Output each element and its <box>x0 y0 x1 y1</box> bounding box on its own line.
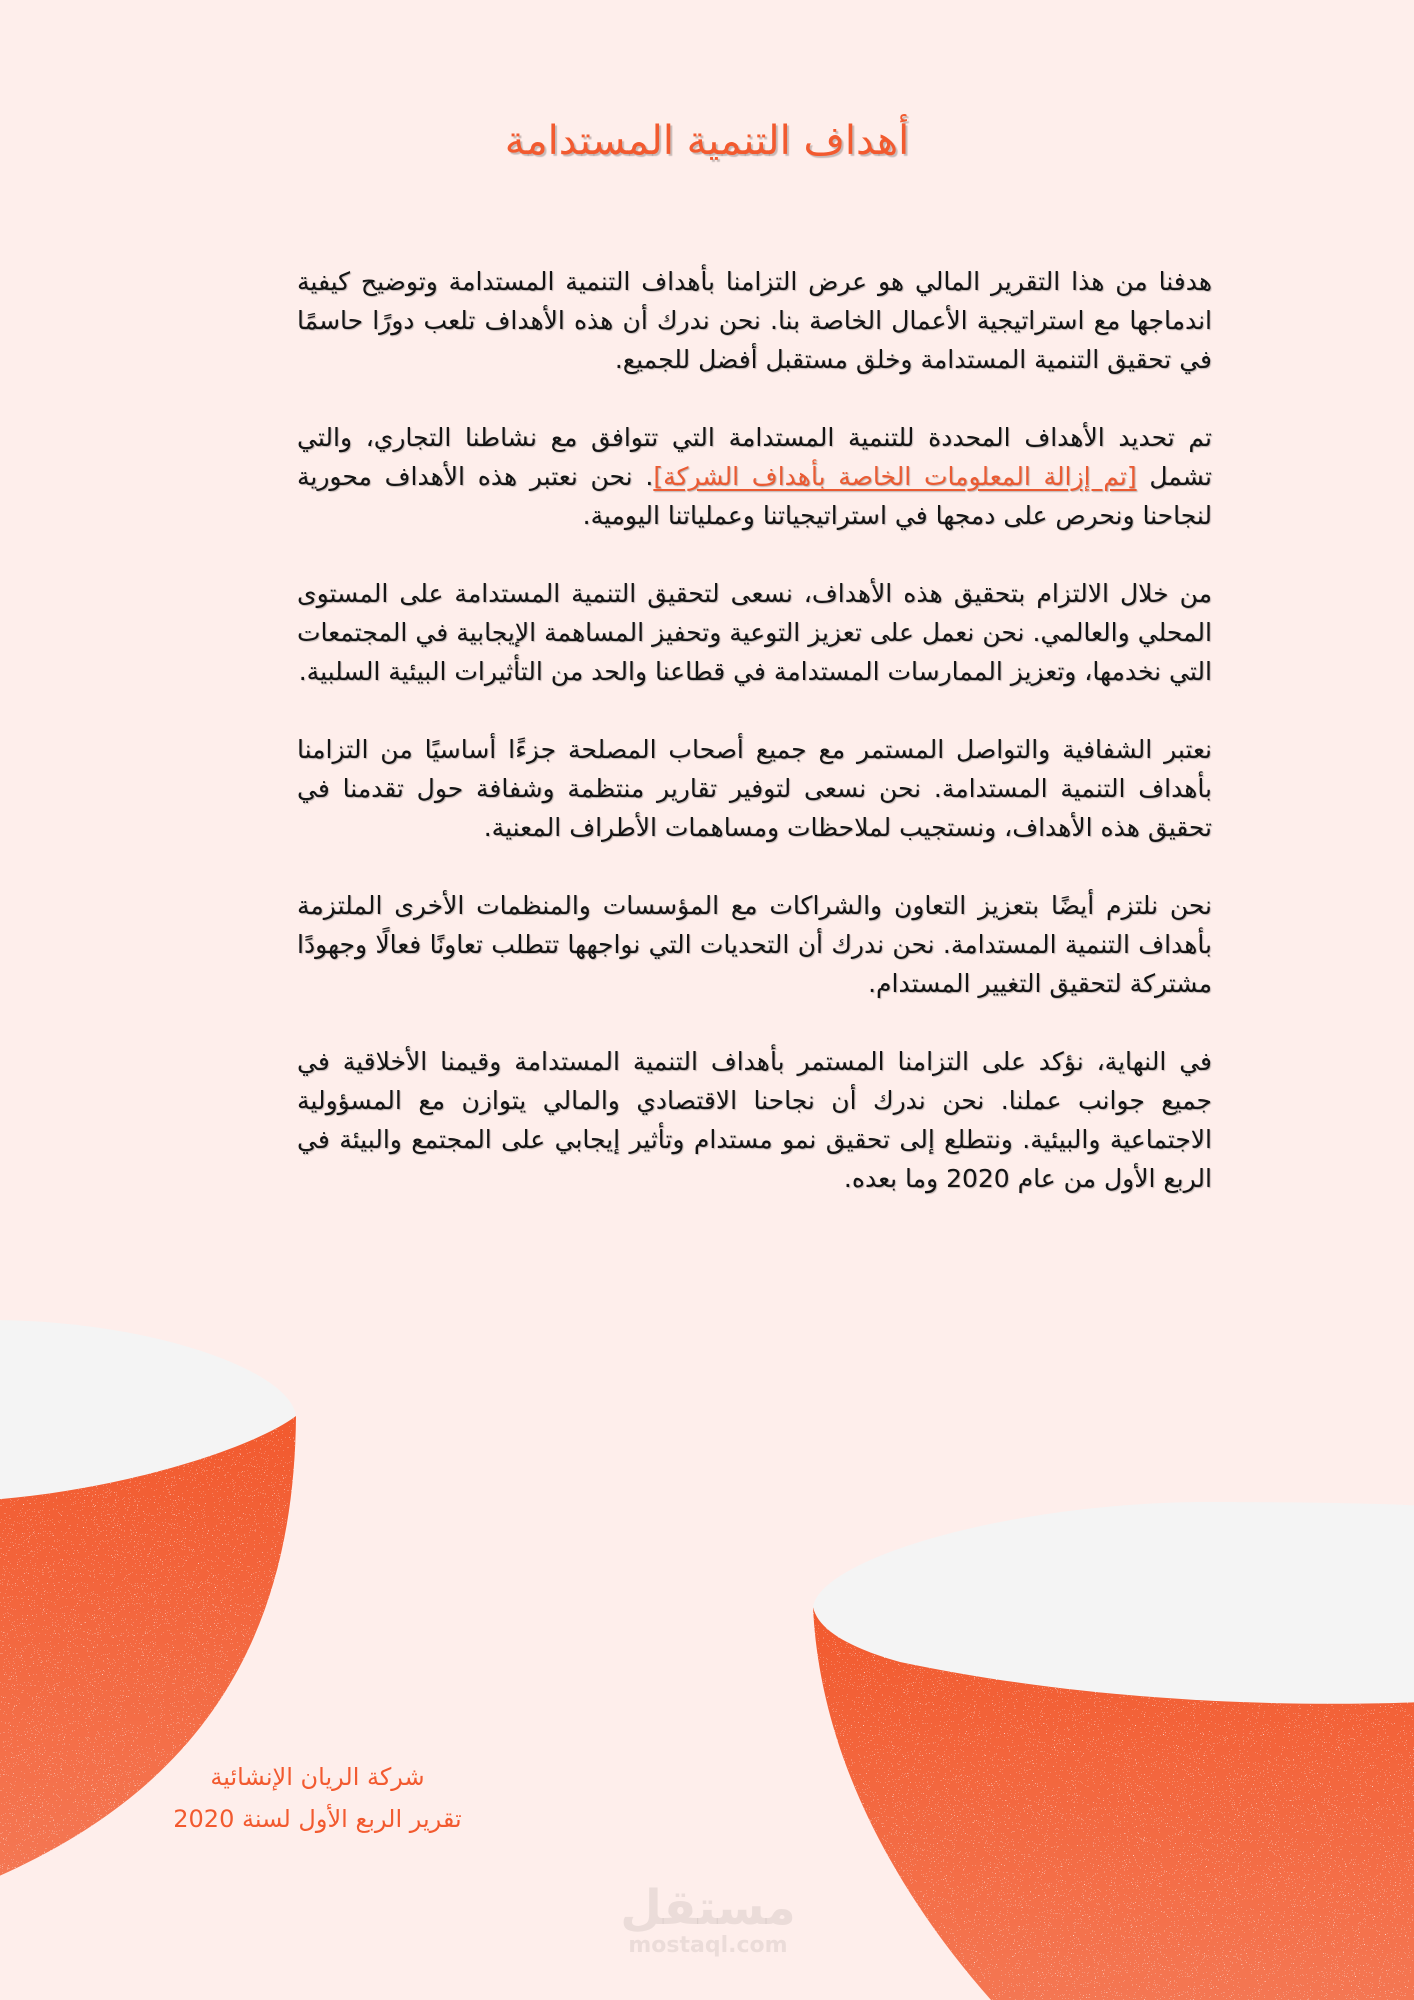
paragraph-goals <box>297 418 1212 535</box>
report-period: تقرير الربع الأول لسنة 2020 <box>173 1805 462 1833</box>
report-body <box>297 262 1212 1237</box>
paragraph-commitment: من خلال الالتزام بتحقيق هذه الأهداف، نسعى لتحقيق التنمية المستدامة على المستوى المحلي والعالمي. نحن نعمل على تعزيز التوعية وتحفيز المساهمة الإيجابية في المجتمعات التي نخدمها، وتعزيز الممارسات المستدامة في قطاعنا والحد من التأثيرات البيئية السلبية. <box>297 579 1212 686</box>
paragraph-transparency: نعتبر الشفافية والتواصل المستمر مع جميع أصحاب المصلحة جزءًا أساسيًا من التزامنا بأهداف التنمية المستدامة. نحن نسعى لتوفير تقارير منتظمة وشفافة حول تقدمنا في تحقيق هذه الأهداف، ونستجيب لملاحظات ومساهمات الأطراف المعنية. <box>297 735 1212 842</box>
watermark-domain: mostaql.com <box>628 1933 788 1958</box>
right-bowl-graphic <box>813 1502 1414 2000</box>
company-name: شركة الريان الإنشائية <box>210 1763 425 1791</box>
paragraph-goals-after: . نحن نعتبر هذه الأهداف محورية لنجاحنا ونحرص على دمجها في استراتيجياتنا وعملياتنا اليومية. <box>297 462 1212 530</box>
page-title: أهداف التنمية المستدامة <box>504 118 910 164</box>
paragraph-intro: هدفنا من هذا التقرير المالي هو عرض التزامنا بأهداف التنمية المستدامة وتوضيح كيفية اندماجها مع استراتيجية الأعمال الخاصة بنا. نحن ندرك أن هذه الأهداف تلعب دورًا حاسمًا في تحقيق التنمية المستدامة وخلق مستقبل أفضل للجميع. <box>297 267 1212 374</box>
watermark-logo-arabic: مستقل <box>620 1880 796 1936</box>
mostaql-watermark <box>608 1882 808 1958</box>
redacted-company-goals: [تم إزالة المعلومات الخاصة بأهداف الشركة] <box>653 462 1137 491</box>
report-footer <box>150 1756 485 1840</box>
paragraph-conclusion: في النهاية، نؤكد على التزامنا المستمر بأهداف التنمية المستدامة وقيمنا الأخلاقية في جميع جوانب عملنا. نحن ندرك أن نجاحنا الاقتصادي والمالي يتوازن مع المسؤولية الاجتماعية والبيئية. ونتطلع إلى تحقيق نمو مستدام وتأثير إيجابي على المجتمع والبيئة في الربع الأول من عام 2020 وما بعده. <box>297 1047 1212 1193</box>
paragraph-partnerships: نحن نلتزم أيضًا بتعزيز التعاون والشراكات مع المؤسسات والمنظمات الأخرى الملتزمة بأهداف التنمية المستدامة. نحن ندرك أن التحديات التي نواجهها تتطلب تعاونًا فعالًا وجهودًا مشتركة لتحقيق التغيير المستدام. <box>297 891 1212 998</box>
paragraph-goals-before: تم تحديد الأهداف المحددة للتنمية المستدامة التي تتوافق مع نشاطنا التجاري، والتي تشمل <box>297 423 1212 491</box>
